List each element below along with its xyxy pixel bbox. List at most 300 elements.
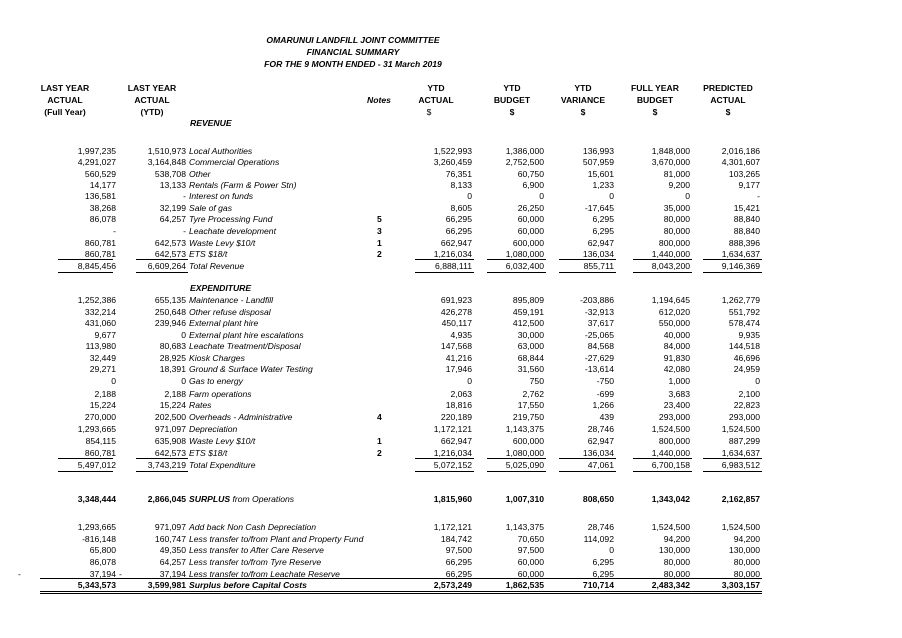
- header-ytd-variance-3: $: [580, 107, 586, 117]
- header-full-year-budget-1: FULL YEAR: [631, 83, 679, 93]
- cell-last-year-full: 29,271: [89, 364, 116, 374]
- cell-last-year-ytd: 2,188: [164, 389, 186, 399]
- cell-last-year-ytd: 37,194: [159, 569, 186, 579]
- cell-predicted-actual: 578,474: [728, 318, 760, 328]
- rule-exp-bot-c1: [58, 471, 113, 472]
- cell-ytd-actual: 1,216,034: [433, 249, 472, 259]
- capital-last-year-full: 5,343,573: [77, 580, 116, 590]
- cell-full-year-budget: 612,020: [658, 307, 690, 317]
- cell-last-year-full: 37,194: [89, 569, 116, 579]
- rule-rev-top-c2: [136, 259, 188, 260]
- cell-ytd-actual: 691,923: [440, 295, 472, 305]
- line-item-label: Leachate development: [189, 226, 276, 236]
- rule-rev-top-c5: [559, 259, 616, 260]
- cell-ytd-variance: -27,629: [584, 353, 614, 363]
- surplus-last-year-full: 3,348,444: [77, 494, 116, 504]
- cell-ytd-actual: 184,742: [440, 534, 472, 544]
- cell-ytd-budget: 1,080,000: [505, 448, 544, 458]
- report-subtitle: FINANCIAL SUMMARY: [306, 47, 400, 57]
- cell-ytd-budget: 1,386,000: [505, 146, 544, 156]
- cell-ytd-actual: 1,172,121: [433, 424, 472, 434]
- cell-last-year-ytd: -: [183, 226, 186, 236]
- line-item-label: Overheads - Administrative: [189, 412, 293, 422]
- cell-ytd-budget: 6,900: [522, 180, 544, 190]
- rule-exp-bot-c7: [703, 471, 762, 472]
- cell-predicted-actual: 88,840: [733, 214, 760, 224]
- cell-ytd-variance: 6,295: [592, 557, 614, 567]
- rule-rev-top-c6: [633, 259, 692, 260]
- line-item-label: Less transfer to/from Leachate Reserve: [189, 569, 340, 579]
- cell-predicted-actual: 1,262,779: [721, 295, 760, 305]
- cell-last-year-full: 854,115: [85, 436, 116, 446]
- cell-full-year-budget: 8,043,200: [651, 261, 690, 271]
- cell-predicted-actual: 144,518: [728, 341, 760, 351]
- cell-last-year-ytd: 635,908: [154, 436, 186, 446]
- header-ytd-actual-1: YTD: [427, 83, 445, 93]
- cell-last-year-ytd: 13,133: [159, 180, 186, 190]
- line-item-label: Commercial Operations: [189, 157, 280, 167]
- header-last-year-full-2: ACTUAL: [47, 95, 83, 105]
- cell-full-year-budget: 42,080: [663, 364, 690, 374]
- rule-exp-top-c7: [703, 458, 762, 459]
- line-item-label: Less transfer to/from Tyre Reserve: [189, 557, 322, 567]
- line-item-label: Tyre Processing Fund: [189, 214, 273, 224]
- cell-ytd-actual: 76,351: [445, 169, 472, 179]
- cell-ytd-variance: 439: [599, 412, 614, 422]
- header-full-year-budget-3: $: [652, 107, 658, 117]
- cell-full-year-budget: 80,000: [663, 214, 690, 224]
- rule-rev-top-c1: [58, 259, 113, 260]
- surplus-label-bold: SURPLUS: [189, 494, 231, 504]
- rule-exp-top-c2: [136, 458, 188, 459]
- cell-ytd-actual: 66,295: [445, 569, 472, 579]
- surplus-ytd-variance: 808,650: [582, 494, 614, 504]
- cell-predicted-actual: 1,634,637: [721, 249, 760, 259]
- cell-ytd-variance: -13,614: [584, 364, 614, 374]
- cell-predicted-actual: 293,000: [728, 412, 760, 422]
- cell-predicted-actual: 1,524,500: [721, 522, 760, 532]
- note-ref: 2: [377, 448, 382, 458]
- cell-ytd-variance: 37,617: [587, 318, 614, 328]
- cell-ytd-budget: 1,143,375: [505, 424, 544, 434]
- cell-ytd-variance: -32,913: [584, 307, 614, 317]
- cell-ytd-actual: 3,260,459: [433, 157, 472, 167]
- cell-ytd-variance: 136,034: [582, 448, 614, 458]
- cell-ytd-variance: 507,959: [582, 157, 614, 167]
- cell-full-year-budget: 1,848,000: [651, 146, 690, 156]
- cell-last-year-full: -: [113, 226, 116, 236]
- cell-predicted-actual: 887,299: [728, 436, 760, 446]
- cell-last-year-full: 14,177: [89, 180, 116, 190]
- line-item-label: Gas to energy: [189, 376, 243, 386]
- cell-ytd-variance: 62,947: [587, 436, 614, 446]
- cell-last-year-full: 860,781: [84, 238, 116, 248]
- capital-full-year-budget: 2,483,342: [651, 580, 690, 590]
- cell-last-year-full: 2,188: [94, 389, 116, 399]
- cell-last-year-full: 1,293,665: [77, 424, 116, 434]
- line-item-label: Less transfer to/from Plant and Property Fund: [189, 534, 364, 544]
- line-item-label: Waste Levy $10/t: [189, 238, 256, 248]
- header-ytd-budget-2: BUDGET: [493, 95, 531, 105]
- cell-last-year-full: 8,845,456: [77, 261, 116, 271]
- rule-rev-bot-c7: [703, 272, 762, 273]
- line-item-label: ETS $18/t: [189, 448, 228, 458]
- cell-last-year-full: -816,148: [82, 534, 116, 544]
- rule-rev-bot-c3: [415, 272, 474, 273]
- cell-full-year-budget: 1,440,000: [651, 249, 690, 259]
- surplus-ytd-actual: 1,815,960: [433, 494, 472, 504]
- header-full-year-budget-2: BUDGET: [636, 95, 674, 105]
- cell-ytd-variance: 47,061: [587, 460, 614, 470]
- cell-full-year-budget: 293,000: [658, 412, 690, 422]
- line-item-label: ETS $18/t: [189, 249, 228, 259]
- cell-ytd-budget: 600,000: [512, 436, 544, 446]
- cell-ytd-budget: 30,000: [517, 330, 544, 340]
- cell-last-year-ytd: 160,747: [154, 534, 186, 544]
- rule-capital-top: [40, 578, 762, 579]
- cell-last-year-full: 332,214: [84, 307, 116, 317]
- cell-last-year-ytd: 80,683: [159, 341, 186, 351]
- line-item-label: Sale of gas: [189, 203, 232, 213]
- cell-last-year-ytd: 642,573: [154, 249, 186, 259]
- cell-ytd-budget: 2,752,500: [505, 157, 544, 167]
- cell-last-year-ytd: 6,609,264: [147, 261, 186, 271]
- cell-ytd-actual: 662,947: [440, 238, 472, 248]
- cell-last-year-ytd: 1,510,973: [147, 146, 186, 156]
- cell-ytd-actual: 5,072,152: [433, 460, 472, 470]
- cell-last-year-full: 431,060: [84, 318, 116, 328]
- cell-full-year-budget: 3,670,000: [651, 157, 690, 167]
- line-item-label: Depreciation: [189, 424, 238, 434]
- cell-last-year-ytd: 32,199: [159, 203, 186, 213]
- cell-last-year-full: 86,078: [89, 557, 116, 567]
- cell-ytd-actual: 2,063: [450, 389, 472, 399]
- cell-last-year-ytd: 655,135: [154, 295, 186, 305]
- cell-predicted-actual: 4,301,607: [721, 157, 760, 167]
- note-ref: 1: [377, 436, 382, 446]
- cell-full-year-budget: 1,524,500: [651, 522, 690, 532]
- rule-exp-top-c4: [487, 458, 546, 459]
- cell-full-year-budget: 130,000: [658, 545, 690, 555]
- cell-predicted-actual: 0: [755, 376, 760, 386]
- cell-last-year-full: 1,997,235: [77, 146, 116, 156]
- cell-ytd-variance: 28,746: [587, 522, 614, 532]
- cell-full-year-budget: 23,400: [663, 400, 690, 410]
- rule-exp-bot-c6: [633, 471, 692, 472]
- cell-predicted-actual: 15,421: [733, 203, 760, 213]
- cell-ytd-actual: 450,117: [441, 318, 472, 328]
- capital-ytd-variance: 710,714: [582, 580, 614, 590]
- cell-full-year-budget: 1,440,000: [651, 448, 690, 458]
- header-last-year-ytd-3: (YTD): [140, 107, 164, 117]
- header-ytd-actual-2: ACTUAL: [418, 95, 454, 105]
- cell-ytd-budget: 17,550: [517, 400, 544, 410]
- cell-last-year-ytd: 239,946: [154, 318, 186, 328]
- capital-label: Surplus before Capital Costs: [189, 580, 307, 590]
- cell-ytd-actual: 8,133: [450, 180, 472, 190]
- header-ytd-budget-1: YTD: [503, 83, 521, 93]
- cell-ytd-budget: 68,844: [517, 353, 544, 363]
- surplus-label-rest: from Operations: [232, 494, 295, 504]
- header-notes: Notes: [367, 95, 391, 105]
- cell-predicted-actual: 24,959: [733, 364, 760, 374]
- cell-ytd-actual: 1,172,121: [433, 522, 472, 532]
- rule-exp-top-c6: [633, 458, 692, 459]
- cell-last-year-ytd: 642,573: [154, 238, 186, 248]
- cell-ytd-variance: 28,746: [587, 424, 614, 434]
- cell-full-year-budget: 0: [685, 191, 690, 201]
- surplus-last-year-ytd: 2,866,045: [147, 494, 186, 504]
- cell-ytd-actual: 1,522,993: [433, 146, 472, 156]
- cell-full-year-budget: 6,700,158: [651, 460, 690, 470]
- cell-ytd-variance: 6,295: [592, 226, 614, 236]
- cell-full-year-budget: 91,830: [663, 353, 690, 363]
- cell-last-year-ytd: 64,257: [159, 557, 186, 567]
- cell-last-year-ytd: 15,224: [159, 400, 186, 410]
- cell-ytd-variance: 1,233: [592, 180, 614, 190]
- rule-exp-bot-c2: [136, 471, 188, 472]
- cell-ytd-variance: 136,034: [582, 249, 614, 259]
- cell-ytd-variance: 855,711: [583, 261, 614, 271]
- cell-ytd-budget: 60,750: [517, 169, 544, 179]
- cell-predicted-actual: 94,200: [733, 534, 760, 544]
- rule-rev-top-c3: [415, 259, 474, 260]
- cell-last-year-full: 5,497,012: [77, 460, 116, 470]
- cell-last-year-full: 136,581: [84, 191, 116, 201]
- cell-last-year-full: 270,000: [84, 412, 116, 422]
- cell-ytd-actual: 0: [467, 376, 472, 386]
- cell-last-year-ytd: 202,500: [154, 412, 186, 422]
- cell-last-year-ytd: 0: [181, 376, 186, 386]
- cell-ytd-budget: 600,000: [512, 238, 544, 248]
- cell-last-year-full: 15,224: [89, 400, 116, 410]
- cell-last-year-full: 65,800: [89, 545, 116, 555]
- cell-full-year-budget: 84,000: [663, 341, 690, 351]
- cell-ytd-budget: 459,191: [512, 307, 544, 317]
- report-title: OMARUNUI LANDFILL JOINT COMMITTEE: [266, 35, 440, 45]
- cell-last-year-full: 0: [111, 376, 116, 386]
- cell-last-year-ytd: 538,708: [154, 169, 186, 179]
- cell-ytd-variance: -25,065: [584, 330, 614, 340]
- cell-predicted-actual: 551,792: [728, 307, 760, 317]
- cell-ytd-variance: 136,993: [582, 146, 614, 156]
- stray-dash-mid: -: [119, 569, 122, 579]
- cell-last-year-ytd: 18,391: [159, 364, 186, 374]
- cell-full-year-budget: 80,000: [663, 557, 690, 567]
- rule-rev-bot-c4: [487, 272, 546, 273]
- cell-predicted-actual: 9,146,369: [721, 261, 760, 271]
- cell-full-year-budget: 3,683: [668, 389, 690, 399]
- rule-exp-bot-c3: [415, 471, 474, 472]
- line-item-label: Local Authorities: [189, 146, 253, 156]
- cell-full-year-budget: 800,000: [658, 436, 690, 446]
- cell-ytd-budget: 1,143,375: [505, 522, 544, 532]
- cell-predicted-actual: 80,000: [733, 557, 760, 567]
- line-item-label: Rentals (Farm & Power Stn): [189, 180, 297, 190]
- cell-ytd-budget: 2,762: [522, 389, 544, 399]
- cell-ytd-actual: 17,946: [445, 364, 472, 374]
- cell-last-year-ytd: 971,097: [154, 522, 186, 532]
- rule-exp-bot-c5: [559, 471, 616, 472]
- cell-last-year-ytd: 3,743,219: [147, 460, 186, 470]
- line-item-label: Other refuse disposal: [189, 307, 271, 317]
- cell-last-year-full: 1,252,386: [77, 295, 116, 305]
- note-ref: 1: [377, 238, 382, 248]
- cell-predicted-actual: 9,935: [738, 330, 760, 340]
- cell-last-year-full: 4,291,027: [77, 157, 116, 167]
- header-ytd-variance-1: YTD: [574, 83, 592, 93]
- header-ytd-actual-3: $: [426, 107, 432, 117]
- header-last-year-full-1: LAST YEAR: [40, 83, 90, 93]
- header-last-year-ytd-1: LAST YEAR: [127, 83, 177, 93]
- cell-full-year-budget: 35,000: [663, 203, 690, 213]
- header-predicted-actual-1: PREDICTED: [703, 83, 753, 93]
- cell-ytd-actual: 426,278: [440, 307, 472, 317]
- cell-ytd-variance: 1,266: [592, 400, 614, 410]
- rule-exp-top-c1: [58, 458, 113, 459]
- rule-exp-top-c5: [559, 458, 616, 459]
- cell-last-year-ytd: 642,573: [154, 448, 186, 458]
- rule-exp-bot-c4: [487, 471, 546, 472]
- cell-ytd-variance: -17,645: [584, 203, 614, 213]
- cell-predicted-actual: 2,100: [738, 389, 760, 399]
- cell-ytd-variance: 15,601: [587, 169, 614, 179]
- cell-full-year-budget: 1,194,645: [651, 295, 690, 305]
- cell-last-year-full: 860,781: [84, 249, 116, 259]
- cell-ytd-variance: 84,568: [587, 341, 614, 351]
- capital-ytd-actual: 2,573,249: [433, 580, 472, 590]
- line-item-label: Maintenance - Landfill: [189, 295, 274, 305]
- stray-dash-left: -: [18, 569, 21, 579]
- cell-ytd-budget: 31,560: [517, 364, 544, 374]
- line-item-label: Waste Levy $10/t: [189, 436, 256, 446]
- line-item-label: Farm operations: [189, 389, 252, 399]
- cell-full-year-budget: 9,200: [668, 180, 690, 190]
- rule-rev-bot-c5: [559, 272, 616, 273]
- cell-ytd-actual: 6,888,111: [435, 261, 472, 271]
- cell-ytd-budget: 60,000: [517, 557, 544, 567]
- cell-predicted-actual: 6,983,512: [721, 460, 760, 470]
- cell-predicted-actual: 103,265: [728, 169, 760, 179]
- cell-ytd-budget: 26,250: [517, 203, 544, 213]
- note-ref: 3: [377, 226, 382, 236]
- surplus-full-year-budget: 1,343,042: [651, 494, 690, 504]
- note-ref: 5: [377, 214, 382, 224]
- line-item-label: Kiosk Charges: [189, 353, 245, 363]
- cell-ytd-variance: 0: [609, 545, 614, 555]
- cell-ytd-actual: 0: [467, 191, 472, 201]
- capital-last-year-ytd: 3,599,981: [147, 580, 186, 590]
- cell-ytd-budget: 895,809: [512, 295, 544, 305]
- cell-ytd-budget: 60,000: [517, 214, 544, 224]
- cell-ytd-variance: -750: [596, 376, 614, 386]
- cell-ytd-budget: 1,080,000: [505, 249, 544, 259]
- cell-ytd-actual: 220,189: [440, 412, 472, 422]
- cell-ytd-budget: 219,750: [512, 412, 544, 422]
- rule-exp-top-c3: [415, 458, 474, 459]
- cell-predicted-actual: 1,634,637: [721, 448, 760, 458]
- rule-rev-bot-c1: [58, 272, 113, 273]
- cell-ytd-actual: 8,605: [450, 203, 472, 213]
- total-label: Total Expenditure: [189, 460, 256, 470]
- header-last-year-full-3: (Full Year): [44, 107, 86, 117]
- cell-predicted-actual: 9,177: [738, 180, 760, 190]
- surplus-predicted-actual: 2,162,857: [721, 494, 760, 504]
- cell-ytd-budget: 5,025,090: [505, 460, 544, 470]
- cell-last-year-ytd: 3,164,848: [147, 157, 186, 167]
- cell-ytd-actual: 1,216,034: [433, 448, 472, 458]
- cell-ytd-actual: 66,295: [445, 214, 472, 224]
- header-last-year-ytd-2: ACTUAL: [134, 95, 170, 105]
- total-label: Total Revenue: [189, 261, 245, 271]
- cell-last-year-ytd: 0: [181, 330, 186, 340]
- capital-ytd-budget: 1,862,535: [505, 580, 544, 590]
- cell-last-year-full: 9,677: [94, 330, 116, 340]
- line-item-label: Interest on funds: [189, 191, 254, 201]
- cell-predicted-actual: -: [757, 191, 760, 201]
- cell-full-year-budget: 40,000: [663, 330, 690, 340]
- cell-last-year-ytd: 28,925: [159, 353, 186, 363]
- line-item-label: External plant hire: [189, 318, 259, 328]
- cell-ytd-variance: 6,295: [592, 214, 614, 224]
- cell-full-year-budget: 550,000: [658, 318, 690, 328]
- cell-ytd-budget: 60,000: [517, 226, 544, 236]
- header-ytd-variance-2: VARIANCE: [560, 95, 606, 105]
- cell-ytd-variance: 6,295: [592, 569, 614, 579]
- cell-ytd-actual: 662,947: [440, 436, 472, 446]
- line-item-label: Leachate Treatment/Disposal: [189, 341, 301, 351]
- rule-rev-top-c4: [487, 259, 546, 260]
- cell-last-year-full: 86,078: [89, 214, 116, 224]
- cell-last-year-full: 1,293,665: [77, 522, 116, 532]
- note-ref: 4: [377, 412, 382, 422]
- cell-full-year-budget: 80,000: [663, 226, 690, 236]
- cell-last-year-ytd: 64,257: [159, 214, 186, 224]
- report-period: FOR THE 9 MONTH ENDED - 31 March 2019: [264, 59, 442, 69]
- cell-ytd-budget: 412,500: [512, 318, 544, 328]
- cell-ytd-actual: 4,935: [450, 330, 472, 340]
- cell-predicted-actual: 46,696: [733, 353, 760, 363]
- line-item-label: Add back Non Cash Depreciation: [189, 522, 317, 532]
- cell-predicted-actual: 80,000: [733, 569, 760, 579]
- cell-full-year-budget: 80,000: [663, 569, 690, 579]
- cell-ytd-actual: 18,816: [445, 400, 472, 410]
- cell-last-year-ytd: 49,350: [159, 545, 186, 555]
- cell-full-year-budget: 1,000: [668, 376, 690, 386]
- cell-ytd-budget: 750: [529, 376, 544, 386]
- cell-ytd-budget: 97,500: [517, 545, 544, 555]
- rule-capital-double: [40, 591, 762, 594]
- cell-ytd-actual: 97,500: [445, 545, 472, 555]
- section-revenue: REVENUE: [190, 118, 232, 128]
- line-item-label: Ground & Surface Water Testing: [189, 364, 313, 374]
- cell-predicted-actual: 22,823: [733, 400, 760, 410]
- cell-ytd-budget: 63,000: [517, 341, 544, 351]
- line-item-label: Rates: [189, 400, 212, 410]
- cell-last-year-ytd: 250,648: [154, 307, 186, 317]
- cell-predicted-actual: 2,016,186: [721, 146, 760, 156]
- cell-full-year-budget: 1,524,500: [651, 424, 690, 434]
- cell-ytd-actual: 147,568: [440, 341, 472, 351]
- cell-last-year-ytd: -: [183, 191, 186, 201]
- cell-ytd-actual: 66,295: [445, 557, 472, 567]
- cell-ytd-variance: -203,886: [580, 295, 614, 305]
- surplus-ytd-budget: 1,007,310: [505, 494, 544, 504]
- cell-ytd-budget: 6,032,400: [505, 261, 544, 271]
- cell-ytd-budget: 60,000: [517, 569, 544, 579]
- cell-ytd-budget: 0: [539, 191, 544, 201]
- line-item-label: Less transfer to After Care Reserve: [189, 545, 324, 555]
